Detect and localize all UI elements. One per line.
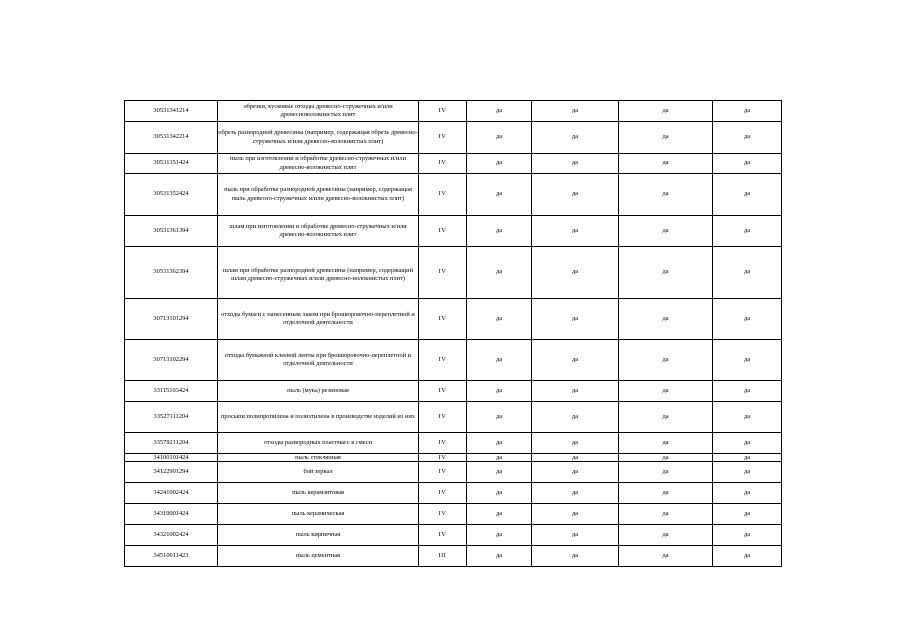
table-row xyxy=(125,299,782,340)
flag-cell-3: да xyxy=(619,546,713,567)
hazard-class-cell: IV xyxy=(419,433,467,454)
hazard-class-cell: IV xyxy=(419,381,467,402)
table-row xyxy=(125,340,782,381)
flag-cell-4: да xyxy=(713,154,782,174)
table-row xyxy=(125,154,782,174)
table-row xyxy=(125,101,782,122)
table-row xyxy=(125,504,782,525)
flag-cell-1: да xyxy=(467,433,532,454)
flag-cell-2: да xyxy=(532,154,619,174)
table-body xyxy=(125,101,782,567)
waste-code-cell: 33527111204 xyxy=(125,402,218,433)
table-row xyxy=(125,525,782,546)
waste-code-cell: 30713101294 xyxy=(125,299,218,340)
flag-cell-4: да xyxy=(713,433,782,454)
hazard-class-cell: IV xyxy=(419,174,467,216)
flag-cell-1: да xyxy=(467,483,532,504)
waste-description-cell: пыль керамическая xyxy=(218,504,419,525)
waste-description-cell: отходы бумажной клеевой ленты при брошюровочно-переплетной и отделочной деятельности xyxy=(218,340,419,381)
flag-cell-2: да xyxy=(532,247,619,299)
waste-description-cell: пыль цементная xyxy=(218,546,419,567)
flag-cell-2: да xyxy=(532,216,619,247)
flag-cell-1: да xyxy=(467,247,532,299)
hazard-class-cell: III xyxy=(419,546,467,567)
flag-cell-1: да xyxy=(467,122,532,154)
waste-code-cell: 34100101424 xyxy=(125,454,218,462)
flag-cell-4: да xyxy=(713,504,782,525)
waste-code-cell: 30531352424 xyxy=(125,174,218,216)
flag-cell-2: да xyxy=(532,122,619,154)
hazard-class-cell: IV xyxy=(419,340,467,381)
flag-cell-2: да xyxy=(532,504,619,525)
flag-cell-3: да xyxy=(619,154,713,174)
flag-cell-3: да xyxy=(619,247,713,299)
flag-cell-1: да xyxy=(467,174,532,216)
flag-cell-3: да xyxy=(619,174,713,216)
hazard-class-cell: IV xyxy=(419,122,467,154)
table-row xyxy=(125,216,782,247)
waste-description-cell: пыль керамзитовая xyxy=(218,483,419,504)
flag-cell-4: да xyxy=(713,299,782,340)
flag-cell-2: да xyxy=(532,462,619,483)
waste-description-cell: пыль при обработке разнородной древесины (например, содержащая пыль древесно-стружечных и/или древесно-волокнистых плит) xyxy=(218,174,419,216)
hazard-class-cell: IV xyxy=(419,504,467,525)
flag-cell-1: да xyxy=(467,402,532,433)
flag-cell-1: да xyxy=(467,381,532,402)
flag-cell-3: да xyxy=(619,454,713,462)
waste-description-cell: обрезь разнородной древесины (например, содержащая обрезь древесно-стружечных и/или древесно-волокнистых плит) xyxy=(218,122,419,154)
hazard-class-cell: IV xyxy=(419,299,467,340)
waste-code-cell: 30531341214 xyxy=(125,101,218,122)
hazard-class-cell: IV xyxy=(419,525,467,546)
waste-code-cell: 30531362394 xyxy=(125,247,218,299)
flag-cell-1: да xyxy=(467,454,532,462)
flag-cell-4: да xyxy=(713,101,782,122)
table-row xyxy=(125,402,782,433)
table-row xyxy=(125,454,782,462)
waste-code-cell: 34510011423 xyxy=(125,546,218,567)
waste-code-cell: 30713102294 xyxy=(125,340,218,381)
flag-cell-3: да xyxy=(619,525,713,546)
waste-description-cell: шлам при обработке разнородной древесины (например, содержащий шлам древесно-стружечных и/или древесно-волокнистых плит) xyxy=(218,247,419,299)
hazard-class-cell: IV xyxy=(419,402,467,433)
flag-cell-1: да xyxy=(467,299,532,340)
waste-code-cell: 33579211204 xyxy=(125,433,218,454)
flag-cell-3: да xyxy=(619,122,713,154)
flag-cell-1: да xyxy=(467,462,532,483)
hazard-class-cell: IV xyxy=(419,462,467,483)
waste-code-cell: 34241002424 xyxy=(125,483,218,504)
flag-cell-1: да xyxy=(467,340,532,381)
waste-description-cell: пыль стеклянная xyxy=(218,454,419,462)
waste-description-cell: пыль (мука) резиновая xyxy=(218,381,419,402)
flag-cell-2: да xyxy=(532,381,619,402)
table-row xyxy=(125,174,782,216)
flag-cell-2: да xyxy=(532,101,619,122)
flag-cell-4: да xyxy=(713,402,782,433)
waste-classification-table xyxy=(124,100,782,567)
waste-description-cell: отходы разнородных пластмасс в смеси xyxy=(218,433,419,454)
flag-cell-2: да xyxy=(532,340,619,381)
flag-cell-3: да xyxy=(619,504,713,525)
waste-description-cell: шлам при изготовлении и обработке древесно-стружечных и/или древесно-волокнистых плит xyxy=(218,216,419,247)
table-row xyxy=(125,122,782,154)
table-row xyxy=(125,546,782,567)
waste-code-cell: 30531342214 xyxy=(125,122,218,154)
hazard-class-cell: IV xyxy=(419,216,467,247)
flag-cell-2: да xyxy=(532,454,619,462)
flag-cell-4: да xyxy=(713,462,782,483)
flag-cell-1: да xyxy=(467,216,532,247)
flag-cell-3: да xyxy=(619,216,713,247)
waste-description-cell: просыпи полипропилена и полиэтилена в производстве изделий из них xyxy=(218,402,419,433)
flag-cell-4: да xyxy=(713,546,782,567)
waste-code-cell: 34321002424 xyxy=(125,525,218,546)
flag-cell-3: да xyxy=(619,299,713,340)
flag-cell-3: да xyxy=(619,402,713,433)
flag-cell-3: да xyxy=(619,462,713,483)
flag-cell-1: да xyxy=(467,101,532,122)
flag-cell-2: да xyxy=(532,433,619,454)
flag-cell-4: да xyxy=(713,381,782,402)
flag-cell-2: да xyxy=(532,483,619,504)
flag-cell-4: да xyxy=(713,216,782,247)
flag-cell-3: да xyxy=(619,433,713,454)
flag-cell-2: да xyxy=(532,299,619,340)
waste-code-cell: 30531351424 xyxy=(125,154,218,174)
waste-code-cell: 33115103424 xyxy=(125,381,218,402)
table-row xyxy=(125,483,782,504)
flag-cell-2: да xyxy=(532,525,619,546)
hazard-class-cell: IV xyxy=(419,454,467,462)
flag-cell-3: да xyxy=(619,101,713,122)
flag-cell-4: да xyxy=(713,454,782,462)
flag-cell-2: да xyxy=(532,174,619,216)
flag-cell-1: да xyxy=(467,525,532,546)
waste-description-cell: отходы бумаги с нанесенным лаком при брошюровочно-переплетной и отделочной деятельности xyxy=(218,299,419,340)
flag-cell-4: да xyxy=(713,483,782,504)
waste-description-cell: пыль кирпичная xyxy=(218,525,419,546)
waste-description-cell: бой зеркал xyxy=(218,462,419,483)
flag-cell-4: да xyxy=(713,525,782,546)
table-row xyxy=(125,381,782,402)
hazard-class-cell: IV xyxy=(419,154,467,174)
flag-cell-3: да xyxy=(619,381,713,402)
table-row xyxy=(125,433,782,454)
waste-code-cell: 34310001424 xyxy=(125,504,218,525)
table-row xyxy=(125,247,782,299)
waste-code-cell: 34122901294 xyxy=(125,462,218,483)
flag-cell-1: да xyxy=(467,546,532,567)
hazard-class-cell: IV xyxy=(419,247,467,299)
flag-cell-4: да xyxy=(713,247,782,299)
waste-description-cell: обрезки, кусковые отходы древесно-стружечных и/или древесноволокнистых плит xyxy=(218,101,419,122)
table-row xyxy=(125,462,782,483)
flag-cell-4: да xyxy=(713,174,782,216)
flag-cell-2: да xyxy=(532,402,619,433)
waste-code-cell: 30531361394 xyxy=(125,216,218,247)
hazard-class-cell: IV xyxy=(419,101,467,122)
flag-cell-4: да xyxy=(713,340,782,381)
flag-cell-2: да xyxy=(532,546,619,567)
hazard-class-cell: IV xyxy=(419,483,467,504)
flag-cell-4: да xyxy=(713,122,782,154)
waste-description-cell: пыль при изготовлении и обработке древесно-стружечных и/или древесно-волокнистых плит xyxy=(218,154,419,174)
flag-cell-3: да xyxy=(619,340,713,381)
flag-cell-1: да xyxy=(467,504,532,525)
flag-cell-1: да xyxy=(467,154,532,174)
flag-cell-3: да xyxy=(619,483,713,504)
